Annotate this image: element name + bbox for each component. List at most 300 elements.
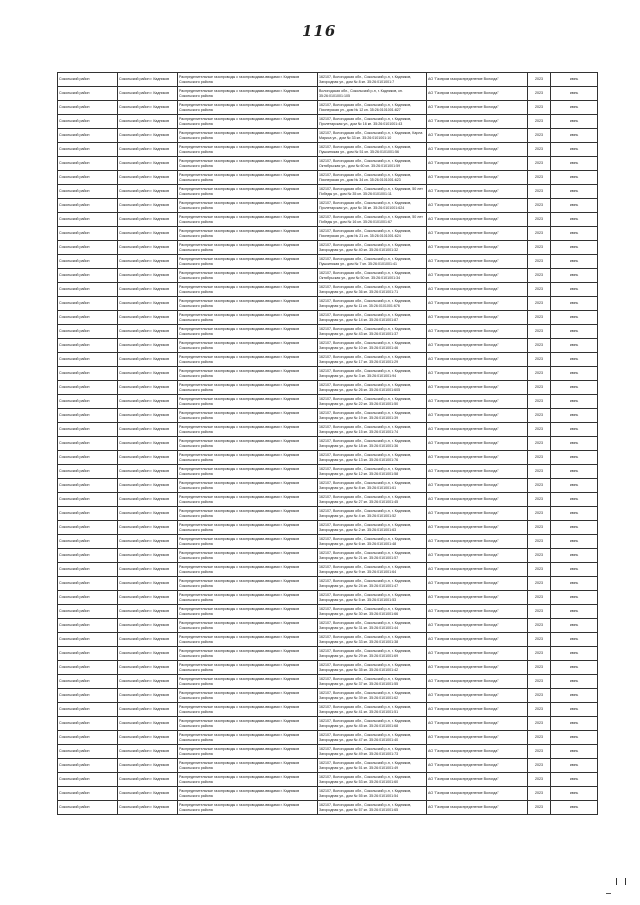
owner-cell: АО "Газпром газораспределение Вологда" bbox=[427, 493, 528, 507]
owner-cell: АО "Газпром газораспределение Вологда" bbox=[427, 577, 528, 591]
table-row bbox=[58, 255, 598, 269]
object-cell: Распределительные газопроводы с газопроводами-вводами г. Кадников Сокольского района bbox=[178, 353, 318, 367]
settlement-cell: Сокольский район г. Кадников bbox=[118, 563, 178, 577]
district-cell: Сокольский район bbox=[58, 213, 118, 227]
year-cell: 2023 bbox=[528, 745, 551, 759]
year-cell: 2023 bbox=[528, 115, 551, 129]
year-cell: 2023 bbox=[528, 605, 551, 619]
object-cell: Распределительные газопроводы с газопроводами-вводами г. Кадников Сокольского района bbox=[178, 381, 318, 395]
month-cell: июнь bbox=[551, 675, 598, 689]
year-cell: 2023 bbox=[528, 241, 551, 255]
address-cell: 162107, Вологодская обл., Сокольский р-н, г. Кадников, Загородная ул., дом № 9 кн. 35:26:0101001:64 bbox=[318, 563, 427, 577]
district-cell: Сокольский район bbox=[58, 689, 118, 703]
object-cell: Распределительные газопроводы с газопроводами-вводами г. Кадников Сокольского района bbox=[178, 241, 318, 255]
object-cell: Распределительные газопроводы с газопроводами-вводами г. Кадников Сокольского района bbox=[178, 521, 318, 535]
month-cell: июнь bbox=[551, 731, 598, 745]
object-cell: Распределительные газопроводы с газопроводами-вводами г. Кадников Сокольского района bbox=[178, 605, 318, 619]
table-row bbox=[58, 213, 598, 227]
object-cell: Распределительные газопроводы с газопроводами-вводами г. Кадников Сокольского района bbox=[178, 339, 318, 353]
month-cell: июнь bbox=[551, 577, 598, 591]
settlement-cell: Сокольский район г. Кадников bbox=[118, 731, 178, 745]
object-cell: Распределительные газопроводы с газопроводами-вводами г. Кадников Сокольского района bbox=[178, 759, 318, 773]
year-cell: 2023 bbox=[528, 255, 551, 269]
object-cell: Распределительные газопроводы с газопроводами-вводами г. Кадников Сокольского района bbox=[178, 213, 318, 227]
address-cell: 162107, Вологодская обл., Сокольский р-н, г. Кадников, Пушкинская ул., дом № 7 кн. 35:26:0101001:41 bbox=[318, 255, 427, 269]
year-cell: 2023 bbox=[528, 129, 551, 143]
month-cell: июнь bbox=[551, 619, 598, 633]
settlement-cell: Сокольский район г. Кадников bbox=[118, 661, 178, 675]
table-row bbox=[58, 703, 598, 717]
object-cell: Распределительные газопроводы с газопроводами-вводами г. Кадников Сокольского района bbox=[178, 717, 318, 731]
address-cell: 162107, Вологодская обл., Сокольский р-н, г. Кадников, Загородная ул., дом № 31 кн. 35:26:0101001:44 bbox=[318, 619, 427, 633]
address-cell: 162107, Вологодская обл., Сокольский р-н, г. Кадников, Загородная ул., дом № 4 кн. 35:26:0101001:52 bbox=[318, 507, 427, 521]
table-row bbox=[58, 661, 598, 675]
year-cell: 2023 bbox=[528, 325, 551, 339]
owner-cell: АО "Газпром газораспределение Вологда" bbox=[427, 759, 528, 773]
settlement-cell: Сокольский район г. Кадников bbox=[118, 535, 178, 549]
settlement-cell: Сокольский район г. Кадников bbox=[118, 367, 178, 381]
district-cell: Сокольский район bbox=[58, 465, 118, 479]
settlement-cell: Сокольский район г. Кадников bbox=[118, 185, 178, 199]
settlement-cell: Сокольский район г. Кадников bbox=[118, 199, 178, 213]
month-cell: июнь bbox=[551, 493, 598, 507]
settlement-cell: Сокольский район г. Кадников bbox=[118, 143, 178, 157]
address-cell: 162107, Вологодская обл., Сокольский р-н, г. Кадников, Загородная ул., дом № 8 кн. 35:26:0101001:7 bbox=[318, 73, 427, 87]
object-cell: Распределительные газопроводы с газопроводами-вводами г. Кадников Сокольского района bbox=[178, 703, 318, 717]
table-row bbox=[58, 689, 598, 703]
district-cell: Сокольский район bbox=[58, 381, 118, 395]
settlement-cell: Сокольский район г. Кадников bbox=[118, 507, 178, 521]
month-cell: июнь bbox=[551, 381, 598, 395]
year-cell: 2023 bbox=[528, 465, 551, 479]
district-cell: Сокольский район bbox=[58, 255, 118, 269]
address-cell: 162107, Вологодская обл., Сокольский р-н, г. Кадников, Загородная ул., дом № 14 кн. 35:26:0101001:87 bbox=[318, 311, 427, 325]
table-row bbox=[58, 171, 598, 185]
year-cell: 2023 bbox=[528, 185, 551, 199]
object-cell: Распределительные газопроводы с газопроводами-вводами г. Кадников Сокольского района bbox=[178, 283, 318, 297]
year-cell: 2023 bbox=[528, 731, 551, 745]
table-row bbox=[58, 353, 598, 367]
district-cell: Сокольский район bbox=[58, 73, 118, 87]
month-cell: июнь bbox=[551, 759, 598, 773]
district-cell: Сокольский район bbox=[58, 115, 118, 129]
registry-table-body bbox=[58, 73, 598, 815]
district-cell: Сокольский район bbox=[58, 591, 118, 605]
table-row bbox=[58, 367, 598, 381]
district-cell: Сокольский район bbox=[58, 675, 118, 689]
object-cell: Распределительные газопроводы с газопроводами-вводами г. Кадников Сокольского района bbox=[178, 787, 318, 801]
year-cell: 2023 bbox=[528, 269, 551, 283]
address-cell: 162107, Вологодская обл., Сокольский р-н, г. Кадников, 50 лет Победы ул., дом № 16 кн. 35:26:0101001:67 bbox=[318, 213, 427, 227]
object-cell: Распределительные газопроводы с газопроводами-вводами г. Кадников Сокольского района bbox=[178, 101, 318, 115]
owner-cell: АО "Газпром газораспределение Вологда" bbox=[427, 773, 528, 787]
settlement-cell: Сокольский район г. Кадников bbox=[118, 703, 178, 717]
owner-cell: АО "Газпром газораспределение Вологда" bbox=[427, 521, 528, 535]
address-cell: 162107, Вологодская обл., Сокольский р-н, г. Кадников, Загородная ул., дом № 17 кн. 35:26:0101001:29 bbox=[318, 353, 427, 367]
district-cell: Сокольский район bbox=[58, 535, 118, 549]
district-cell: Сокольский район bbox=[58, 773, 118, 787]
object-cell: Распределительные газопроводы с газопроводами-вводами г. Кадников Сокольского района bbox=[178, 535, 318, 549]
table-row bbox=[58, 507, 598, 521]
settlement-cell: Сокольский район г. Кадников bbox=[118, 73, 178, 87]
owner-cell: АО "Газпром газораспределение Вологда" bbox=[427, 465, 528, 479]
district-cell: Сокольский район bbox=[58, 787, 118, 801]
table-row bbox=[58, 577, 598, 591]
object-cell: Распределительные газопроводы с газопроводами-вводами г. Кадников Сокольского района bbox=[178, 745, 318, 759]
district-cell: Сокольский район bbox=[58, 283, 118, 297]
settlement-cell: Сокольский район г. Кадников bbox=[118, 787, 178, 801]
address-cell: 162107, Вологодская обл., Сокольский р-н, г. Кадников, Загородная ул., дом № 45 кн. 35:26:0101001:68 bbox=[318, 717, 427, 731]
address-cell: 162107, Вологодская обл., Сокольский р-н, г. Кадников, Загородная ул., дом № 41 кн. 35:26:0101001:51 bbox=[318, 703, 427, 717]
owner-cell: АО "Газпром газораспределение Вологда" bbox=[427, 689, 528, 703]
district-cell: Сокольский район bbox=[58, 731, 118, 745]
month-cell: июнь bbox=[551, 423, 598, 437]
owner-cell: АО "Газпром газораспределение Вологда" bbox=[427, 339, 528, 353]
district-cell: Сокольский район bbox=[58, 101, 118, 115]
owner-cell: АО "Газпром газораспределение Вологда" bbox=[427, 311, 528, 325]
settlement-cell: Сокольский район г. Кадников bbox=[118, 101, 178, 115]
district-cell: Сокольский район bbox=[58, 297, 118, 311]
owner-cell: АО "Газпром газораспределение Вологда" bbox=[427, 745, 528, 759]
table-row bbox=[58, 395, 598, 409]
year-cell: 2023 bbox=[528, 633, 551, 647]
settlement-cell: Сокольский район г. Кадников bbox=[118, 269, 178, 283]
district-cell: Сокольский район bbox=[58, 703, 118, 717]
object-cell: Распределительные газопроводы с газопроводами-вводами г. Кадников Сокольского района bbox=[178, 549, 318, 563]
object-cell: Распределительные газопроводы с газопроводами-вводами г. Кадников Сокольского района bbox=[178, 227, 318, 241]
owner-cell: АО "Газпром газораспределение Вологда" bbox=[427, 129, 528, 143]
owner-cell: АО "Газпром газораспределение Вологда" bbox=[427, 143, 528, 157]
month-cell: июнь bbox=[551, 437, 598, 451]
year-cell: 2023 bbox=[528, 297, 551, 311]
settlement-cell: Сокольский район г. Кадников bbox=[118, 311, 178, 325]
district-cell: Сокольский район bbox=[58, 367, 118, 381]
owner-cell: АО "Газпром газораспределение Вологда" bbox=[427, 227, 528, 241]
table-row bbox=[58, 157, 598, 171]
table-row bbox=[58, 185, 598, 199]
owner-cell: АО "Газпром газораспределение Вологда" bbox=[427, 591, 528, 605]
settlement-cell: Сокольский район г. Кадников bbox=[118, 451, 178, 465]
year-cell: 2023 bbox=[528, 591, 551, 605]
table-row bbox=[58, 493, 598, 507]
month-cell: июнь bbox=[551, 703, 598, 717]
address-cell: 162107, Вологодская обл., Сокольский р-н, г. Кадников, Октябрьская ул., дом № 50 кн. 35:26:0101001:34 bbox=[318, 269, 427, 283]
settlement-cell: Сокольский район г. Кадников bbox=[118, 619, 178, 633]
table-row bbox=[58, 549, 598, 563]
address-cell: 162107, Вологодская обл., Сокольский р-н, г. Кадников, Загородная ул., дом № 49 кн. 35:26:0101001:73 bbox=[318, 745, 427, 759]
year-cell: 2023 bbox=[528, 689, 551, 703]
table-row bbox=[58, 745, 598, 759]
owner-cell: АО "Газпром газораспределение Вологда" bbox=[427, 269, 528, 283]
year-cell: 2023 bbox=[528, 619, 551, 633]
address-cell: 162107, Вологодская обл., Сокольский р-н, г. Кадников, 50 лет Победы ул., дом № 35 кн. 35:26:0101001:11 bbox=[318, 185, 427, 199]
year-cell: 2023 bbox=[528, 199, 551, 213]
year-cell: 2023 bbox=[528, 437, 551, 451]
settlement-cell: Сокольский район г. Кадников bbox=[118, 647, 178, 661]
month-cell: июнь bbox=[551, 297, 598, 311]
settlement-cell: Сокольский район г. Кадников bbox=[118, 339, 178, 353]
district-cell: Сокольский район bbox=[58, 717, 118, 731]
object-cell: Распределительные газопроводы с газопроводами-вводами г. Кадников Сокольского района bbox=[178, 269, 318, 283]
year-cell: 2023 bbox=[528, 283, 551, 297]
settlement-cell: Сокольский район г. Кадников bbox=[118, 605, 178, 619]
month-cell: июнь bbox=[551, 115, 598, 129]
table-row bbox=[58, 633, 598, 647]
district-cell: Сокольский район bbox=[58, 507, 118, 521]
object-cell: Распределительные газопроводы с газопроводами-вводами г. Кадников Сокольского района bbox=[178, 185, 318, 199]
year-cell: 2023 bbox=[528, 563, 551, 577]
settlement-cell: Сокольский район г. Кадников bbox=[118, 759, 178, 773]
owner-cell: АО "Газпром газораспределение Вологда" bbox=[427, 507, 528, 521]
object-cell: Распределительные газопроводы с газопроводами-вводами г. Кадников Сокольского района bbox=[178, 801, 318, 815]
table-row bbox=[58, 563, 598, 577]
object-cell: Распределительные газопроводы с газопроводами-вводами г. Кадников Сокольского района bbox=[178, 171, 318, 185]
settlement-cell: Сокольский район г. Кадников bbox=[118, 87, 178, 101]
address-cell: 162107, Вологодская обл., Сокольский р-н, г. Кадников, Загородная ул., дом № 24 кн. 35:26:0101001:47 bbox=[318, 577, 427, 591]
settlement-cell: Сокольский район г. Кадников bbox=[118, 465, 178, 479]
address-cell: Вологодская обл., Сокольский р-н, г. Кадников, кн. 35:26:0101001:105 bbox=[318, 87, 427, 101]
month-cell: июнь bbox=[551, 395, 598, 409]
settlement-cell: Сокольский район г. Кадников bbox=[118, 479, 178, 493]
district-cell: Сокольский район bbox=[58, 339, 118, 353]
year-cell: 2023 bbox=[528, 213, 551, 227]
year-cell: 2023 bbox=[528, 577, 551, 591]
address-cell: 162107, Вологодская обл., Сокольский р-н, г. Кадников, Загородная ул., дом № 15 кн. 35:26:0101001:74 bbox=[318, 423, 427, 437]
address-cell: 162107, Вологодская обл., Сокольский р-н, г. Кадников, Загородная ул., дом № 21 кн. 35:26:0101001:57 bbox=[318, 549, 427, 563]
owner-cell: АО "Газпром газораспределение Вологда" bbox=[427, 185, 528, 199]
object-cell: Распределительные газопроводы с газопроводами-вводами г. Кадников Сокольского района bbox=[178, 591, 318, 605]
settlement-cell: Сокольский район г. Кадников bbox=[118, 171, 178, 185]
table-row bbox=[58, 451, 598, 465]
owner-cell: АО "Газпром газораспределение Вологда" bbox=[427, 535, 528, 549]
address-cell: 162107, Вологодская обл., Сокольский р-н, г. Кадников, Пролетарская ул., дом № 16 кн. 35:26:0101001:43 bbox=[318, 115, 427, 129]
table-row bbox=[58, 199, 598, 213]
table-row bbox=[58, 773, 598, 787]
month-cell: июнь bbox=[551, 717, 598, 731]
settlement-cell: Сокольский район г. Кадников bbox=[118, 255, 178, 269]
settlement-cell: Сокольский район г. Кадников bbox=[118, 241, 178, 255]
table-row bbox=[58, 647, 598, 661]
district-cell: Сокольский район bbox=[58, 549, 118, 563]
year-cell: 2023 bbox=[528, 395, 551, 409]
month-cell: июнь bbox=[551, 787, 598, 801]
month-cell: июнь bbox=[551, 647, 598, 661]
address-cell: 162107, Вологодская обл., Сокольский р-н, г. Кадников, Загородная ул., дом № 40 кн. 35:26:0101001:32 bbox=[318, 241, 427, 255]
object-cell: Распределительные газопроводы с газопроводами-вводами г. Кадников Сокольского района bbox=[178, 143, 318, 157]
address-cell: 162107, Вологодская обл., Сокольский р-н, г. Кадников, Загородная ул., дом № 19 кн. 35:26:0101001:39 bbox=[318, 409, 427, 423]
month-cell: июнь bbox=[551, 591, 598, 605]
year-cell: 2023 bbox=[528, 549, 551, 563]
settlement-cell: Сокольский район г. Кадников bbox=[118, 157, 178, 171]
district-cell: Сокольский район bbox=[58, 185, 118, 199]
table-row bbox=[58, 87, 598, 101]
object-cell: Распределительные газопроводы с газопроводами-вводами г. Кадников Сокольского района bbox=[178, 129, 318, 143]
address-cell: 162107, Вологодская обл., Сокольский р-н, г. Кадников, Пушкинская ул., дом № 51 кн. 35:26:0101001:56 bbox=[318, 143, 427, 157]
year-cell: 2023 bbox=[528, 143, 551, 157]
month-cell: июнь bbox=[551, 213, 598, 227]
table-row bbox=[58, 297, 598, 311]
object-cell: Распределительные газопроводы с газопроводами-вводами г. Кадников Сокольского района bbox=[178, 633, 318, 647]
month-cell: июнь bbox=[551, 101, 598, 115]
owner-cell: АО "Газпром газораспределение Вологда" bbox=[427, 479, 528, 493]
address-cell: 162107, Вологодская обл., Сокольский р-н, г. Кадников, Пионерская ул., дом № 21 кн. 35:26:0101001:624 bbox=[318, 227, 427, 241]
year-cell: 2023 bbox=[528, 157, 551, 171]
year-cell: 2023 bbox=[528, 73, 551, 87]
month-cell: июнь bbox=[551, 353, 598, 367]
district-cell: Сокольский район bbox=[58, 423, 118, 437]
owner-cell: АО "Газпром газораспределение Вологда" bbox=[427, 213, 528, 227]
district-cell: Сокольский район bbox=[58, 745, 118, 759]
settlement-cell: Сокольский район г. Кадников bbox=[118, 423, 178, 437]
address-cell: 162107, Вологодская обл., Сокольский р-н, г. Кадников, Загородная ул., дом № 13 кн. 35:26:0101001:76 bbox=[318, 451, 427, 465]
table-row bbox=[58, 535, 598, 549]
settlement-cell: Сокольский район г. Кадников bbox=[118, 675, 178, 689]
address-cell: 162107, Вологодская обл., Сокольский р-н, г. Кадников, Загородная ул., дом № 18 кн. 35:26:0101001:36 bbox=[318, 437, 427, 451]
owner-cell: АО "Газпром газораспределение Вологда" bbox=[427, 437, 528, 451]
settlement-cell: Сокольский район г. Кадников bbox=[118, 717, 178, 731]
district-cell: Сокольский район bbox=[58, 143, 118, 157]
month-cell: июнь bbox=[551, 269, 598, 283]
month-cell: июнь bbox=[551, 521, 598, 535]
month-cell: июнь bbox=[551, 255, 598, 269]
table-row bbox=[58, 325, 598, 339]
district-cell: Сокольский район bbox=[58, 521, 118, 535]
table-row bbox=[58, 437, 598, 451]
month-cell: июнь bbox=[551, 185, 598, 199]
year-cell: 2023 bbox=[528, 507, 551, 521]
year-cell: 2023 bbox=[528, 101, 551, 115]
month-cell: июнь bbox=[551, 339, 598, 353]
year-cell: 2023 bbox=[528, 339, 551, 353]
table-row bbox=[58, 129, 598, 143]
table-row bbox=[58, 283, 598, 297]
owner-cell: АО "Газпром газораспределение Вологда" bbox=[427, 367, 528, 381]
address-cell: 162107, Вологодская обл., Сокольский р-н, г. Кадников, Загородная ул., дом № 36 кн. 35:26:0101001:71 bbox=[318, 283, 427, 297]
settlement-cell: Сокольский район г. Кадников bbox=[118, 325, 178, 339]
month-cell: июнь bbox=[551, 199, 598, 213]
owner-cell: АО "Газпром газораспределение Вологда" bbox=[427, 73, 528, 87]
year-cell: 2023 bbox=[528, 759, 551, 773]
owner-cell: АО "Газпром газораспределение Вологда" bbox=[427, 731, 528, 745]
table-row bbox=[58, 339, 598, 353]
settlement-cell: Сокольский район г. Кадников bbox=[118, 227, 178, 241]
settlement-cell: Сокольский район г. Кадников bbox=[118, 801, 178, 815]
month-cell: июнь bbox=[551, 563, 598, 577]
table-row bbox=[58, 311, 598, 325]
year-cell: 2023 bbox=[528, 535, 551, 549]
month-cell: июнь bbox=[551, 465, 598, 479]
month-cell: июнь bbox=[551, 661, 598, 675]
settlement-cell: Сокольский район г. Кадников bbox=[118, 381, 178, 395]
district-cell: Сокольский район bbox=[58, 759, 118, 773]
table-row bbox=[58, 269, 598, 283]
year-cell: 2023 bbox=[528, 227, 551, 241]
district-cell: Сокольский район bbox=[58, 619, 118, 633]
month-cell: июнь bbox=[551, 409, 598, 423]
address-cell: 162107, Вологодская обл., Сокольский р-н, г. Кадников, Загородная ул., дом № 47 кн. 35:26:0101001:40 bbox=[318, 731, 427, 745]
address-cell: 162107, Вологодская обл., Сокольский р-н, г. Кадников, Пионерская ул., дом № 34 кн. 35:26:0101001:623 bbox=[318, 171, 427, 185]
object-cell: Распределительные газопроводы с газопроводами-вводами г. Кадников Сокольского района bbox=[178, 577, 318, 591]
owner-cell: АО "Газпром газораспределение Вологда" bbox=[427, 157, 528, 171]
settlement-cell: Сокольский район г. Кадников bbox=[118, 283, 178, 297]
district-cell: Сокольский район bbox=[58, 311, 118, 325]
address-cell: 162107, Вологодская обл., Сокольский р-н, г. Кадников, Загородная ул., дом № 55 кн. 35:26:0101001:54 bbox=[318, 787, 427, 801]
address-cell: 162107, Вологодская обл., Сокольский р-н, г. Кадников, Загородная ул., дом № 37 кн. 35:26:0101001:55 bbox=[318, 675, 427, 689]
owner-cell: АО "Газпром газораспределение Вологда" bbox=[427, 325, 528, 339]
object-cell: Распределительные газопроводы с газопроводами-вводами г. Кадников Сокольского района bbox=[178, 689, 318, 703]
table-row bbox=[58, 381, 598, 395]
address-cell: 162107, Вологодская обл., Сокольский р-н, г. Кадников, Загородная ул., дом № 3 кн. 35:26:0101001:94 bbox=[318, 367, 427, 381]
table-row bbox=[58, 521, 598, 535]
owner-cell: АО "Газпром газораспределение Вологда" bbox=[427, 703, 528, 717]
table-row bbox=[58, 675, 598, 689]
owner-cell: АО "Газпром газораспределение Вологда" bbox=[427, 549, 528, 563]
table-row bbox=[58, 409, 598, 423]
object-cell: Распределительные газопроводы с газопроводами-вводами г. Кадников Сокольского района bbox=[178, 437, 318, 451]
address-cell: 162107, Вологодская обл., Сокольский р-н, г. Кадников, Загородная ул., дом № 27 кн. 35:26:0101001:45 bbox=[318, 493, 427, 507]
object-cell: Распределительные газопроводы с газопроводами-вводами г. Кадников Сокольского района bbox=[178, 563, 318, 577]
district-cell: Сокольский район bbox=[58, 661, 118, 675]
address-cell: 162107, Вологодская обл., Сокольский р-н, г. Кадников, Загородная ул., дом № 51 кн. 35:26:0101001:49 bbox=[318, 759, 427, 773]
owner-cell: АО "Газпром газораспределение Вологда" bbox=[427, 787, 528, 801]
object-cell: Распределительные газопроводы с газопроводами-вводами г. Кадников Сокольского района bbox=[178, 199, 318, 213]
table-row bbox=[58, 717, 598, 731]
owner-cell: АО "Газпром газораспределение Вологда" bbox=[427, 199, 528, 213]
table-row bbox=[58, 143, 598, 157]
address-cell: 162107, Вологодская обл., Сокольский р-н, г. Кадников, Карла Маркса ул., дом № 33 кн. 35:26:0101001:10 bbox=[318, 129, 427, 143]
object-cell: Распределительные газопроводы с газопроводами-вводами г. Кадников Сокольского района bbox=[178, 367, 318, 381]
table-row bbox=[58, 115, 598, 129]
table-row bbox=[58, 241, 598, 255]
year-cell: 2023 bbox=[528, 647, 551, 661]
address-cell: 162107, Вологодская обл., Сокольский р-н, г. Кадников, Загородная ул., дом № 53 кн. 35:26:0101001:60 bbox=[318, 773, 427, 787]
year-cell: 2023 bbox=[528, 521, 551, 535]
owner-cell: АО "Газпром газораспределение Вологда" bbox=[427, 283, 528, 297]
month-cell: июнь bbox=[551, 451, 598, 465]
address-cell: 162107, Вологодская обл., Сокольский р-н, г. Кадников, Загородная ул., дом № 29 кн. 35:26:0101001:69 bbox=[318, 647, 427, 661]
district-cell: Сокольский район bbox=[58, 563, 118, 577]
district-cell: Сокольский район bbox=[58, 129, 118, 143]
district-cell: Сокольский район bbox=[58, 647, 118, 661]
settlement-cell: Сокольский район г. Кадников bbox=[118, 773, 178, 787]
object-cell: Распределительные газопроводы с газопроводами-вводами г. Кадников Сокольского района bbox=[178, 675, 318, 689]
margin-mark bbox=[606, 893, 611, 894]
owner-cell: АО "Газпром газораспределение Вологда" bbox=[427, 717, 528, 731]
owner-cell: АО "Газпром газораспределение Вологда" bbox=[427, 661, 528, 675]
table-row bbox=[58, 605, 598, 619]
owner-cell: АО "Газпром газораспределение Вологда" bbox=[427, 633, 528, 647]
settlement-cell: Сокольский район г. Кадников bbox=[118, 493, 178, 507]
owner-cell: АО "Газпром газораспределение Вологда" bbox=[427, 115, 528, 129]
owner-cell: АО "Газпром газораспределение Вологда" bbox=[427, 241, 528, 255]
district-cell: Сокольский район bbox=[58, 157, 118, 171]
settlement-cell: Сокольский район г. Кадников bbox=[118, 395, 178, 409]
district-cell: Сокольский район bbox=[58, 605, 118, 619]
settlement-cell: Сокольский район г. Кадников bbox=[118, 437, 178, 451]
object-cell: Распределительные газопроводы с газопроводами-вводами г. Кадников Сокольского района bbox=[178, 297, 318, 311]
month-cell: июнь bbox=[551, 689, 598, 703]
settlement-cell: Сокольский район г. Кадников bbox=[118, 409, 178, 423]
owner-cell: АО "Газпром газораспределение Вологда" bbox=[427, 619, 528, 633]
month-cell: июнь bbox=[551, 241, 598, 255]
district-cell: Сокольский район bbox=[58, 493, 118, 507]
month-cell: июнь bbox=[551, 143, 598, 157]
address-cell: 162107, Вологодская обл., Сокольский р-н, г. Кадников, Загородная ул., дом № 30 кн. 35:26:0101001:66 bbox=[318, 605, 427, 619]
table-row bbox=[58, 787, 598, 801]
owner-cell: АО "Газпром газораспределение Вологда" bbox=[427, 255, 528, 269]
table-row bbox=[58, 731, 598, 745]
address-cell: 162107, Вологодская обл., Сокольский р-н, г. Кадников, Загородная ул., дом № 26 кн. 35:26:0101001:605 bbox=[318, 381, 427, 395]
